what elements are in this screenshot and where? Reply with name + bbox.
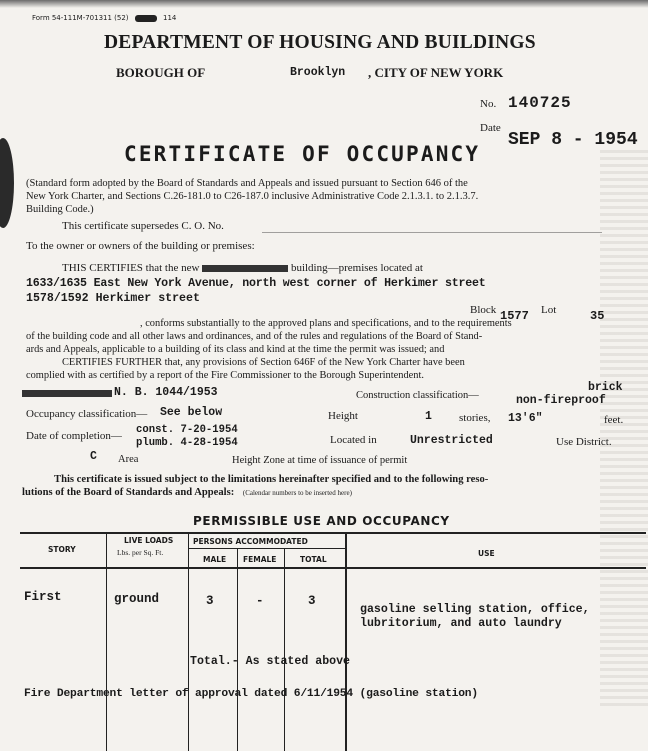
certifies-prefix: THIS CERTIFIES that the new [62,262,200,274]
use-district: Use District. [556,436,612,448]
area-value: C [90,450,97,463]
conforms-1: , conforms substantially to the approved plans and specifications, and to the requirements [140,318,512,329]
completion-plumb: plumb. 4-28-1954 [136,437,238,449]
certificate-no-value: 140725 [508,94,572,112]
construction-value-1: brick [588,381,623,394]
col-divider-4 [284,549,285,751]
borough-value: Brooklyn [290,66,346,79]
address-line-1: 1633/1635 East New York Avenue, north west corner of Herkimer street [26,277,486,290]
certificate-no-label: No. [480,98,497,110]
struck-word [202,265,288,272]
table-top-rule [20,532,646,534]
located-value: Unrestricted [410,434,493,447]
limitations-2 [22,487,352,498]
limitations-2-text: lutions of the Board of Standards and Appeals: [22,487,235,498]
feet-value: 13'6" [508,412,543,425]
col-header-total: TOTAL [300,555,327,564]
row-use-2: lubritorium, and auto laundry [360,617,562,630]
construction-label: Construction classification— [356,390,479,401]
col-header-live-loads: LIVE LOADS [124,536,174,545]
department-title: DEPARTMENT OF HOUSING AND BUILDINGS [104,32,536,53]
fire-department-line: Fire Department letter of approval dated 6/11/1954 (gasoline station) [24,688,478,700]
top-shadow [0,0,648,8]
city-label: , CITY OF NEW YORK [368,65,504,80]
left-binding-mark [0,138,14,228]
stories-label: stories, [459,412,491,424]
row-male: 3 [206,594,214,608]
row-female: - [256,594,264,608]
col-divider-5 [345,532,347,751]
block-label: Block [470,304,497,316]
right-scan-noise [600,150,648,710]
col-header-female: FEMALE [243,555,277,564]
further-2: complied with as certified by a report of the Fire Commissioner to the Borough Superintendent. [26,370,424,381]
feet-label: feet. [604,414,624,426]
standard-text-2: New York Charter, and Sections C.26-181.0 to C26-187.0 inclusive Administrative Code 2.1.3.1. to 2.1.3.7. [26,191,479,202]
supersedes-line [262,232,602,233]
form-seal-icon [135,15,157,22]
col-divider-1 [106,532,107,751]
row-total: 3 [308,594,316,608]
height-zone: Height Zone at time of issuance of permit [232,455,408,466]
date-label: Date [480,122,501,134]
lot-label: Lot [541,304,557,316]
certificate-title: CERTIFICATE OF OCCUPANCY [124,142,481,166]
row-load: ground [114,592,160,606]
completion-label: Date of completion— [26,430,122,442]
nb-value: N. B. 1044/1953 [114,386,218,399]
form-number [32,14,176,22]
col-header-persons: PERSONS ACCOMMODATED [193,537,308,546]
col-header-live-units: Lbs. per Sq. Ft. [117,548,164,557]
nb-strike-block [22,390,112,397]
col-header-use: USE [478,549,495,558]
supersedes-label: This certificate supersedes C. O. No. [62,220,224,232]
conforms-3: ards and Appeals, applicable to a building of its class and kind at the time the permit was issued; and [26,344,445,355]
limitations-1: This certificate is issued subject to the limitations hereinafter specified and to the following reso- [54,474,489,485]
completion-const: const. 7-20-1954 [136,424,238,436]
form-suffix: 114 [163,14,177,22]
block-value: 1577 [500,309,529,323]
certifies-line [62,262,423,274]
occupancy-label: Occupancy classification— [26,408,148,420]
total-line: Total.- As stated above [190,655,351,668]
address-line-2: 1578/1592 Herkimer street [26,292,200,305]
col-header-story: STORY [48,545,76,554]
occupancy-value: See below [160,406,223,419]
calendar-note: (Calendar numbers to be inserted here) [242,489,352,497]
height-label: Height [328,410,358,422]
col-divider-3 [237,549,238,751]
located-label: Located in [330,434,377,446]
construction-value-2: non-fireproof [516,394,606,407]
col-divider-2 [188,532,189,751]
standard-text-3: Building Code.) [26,204,94,215]
col-header-male: MALE [203,555,227,564]
certifies-suffix: building—premises located at [290,262,423,274]
row-story: First [24,590,62,604]
lot-value: 35 [590,309,605,323]
persons-subrule [188,548,345,549]
area-label: Area [118,454,139,465]
standard-text-1: (Standard form adopted by the Board of Standards and Appeals and issued pursuant to Section 646 of the [26,178,468,189]
borough-label: BOROUGH OF [116,65,206,80]
height-value: 1 [425,410,432,423]
form-number-text: Form 54-111M-701311 (52) [32,14,129,22]
further-1: CERTIFIES FURTHER that, any provisions of Section 646F of the New York Charter have been [62,357,465,368]
table-header-rule [20,567,646,569]
to-owner: To the owner or owners of the building or premises: [26,240,255,252]
conforms-2: of the building code and all other laws and ordinances, and of the rules and regulations of the Board of Stand- [26,331,483,342]
table-heading: PERMISSIBLE USE AND OCCUPANCY [193,514,450,528]
date-stamp: SEP 8 - 1954 [508,130,638,150]
row-use-1: gasoline selling station, office, [360,603,590,616]
